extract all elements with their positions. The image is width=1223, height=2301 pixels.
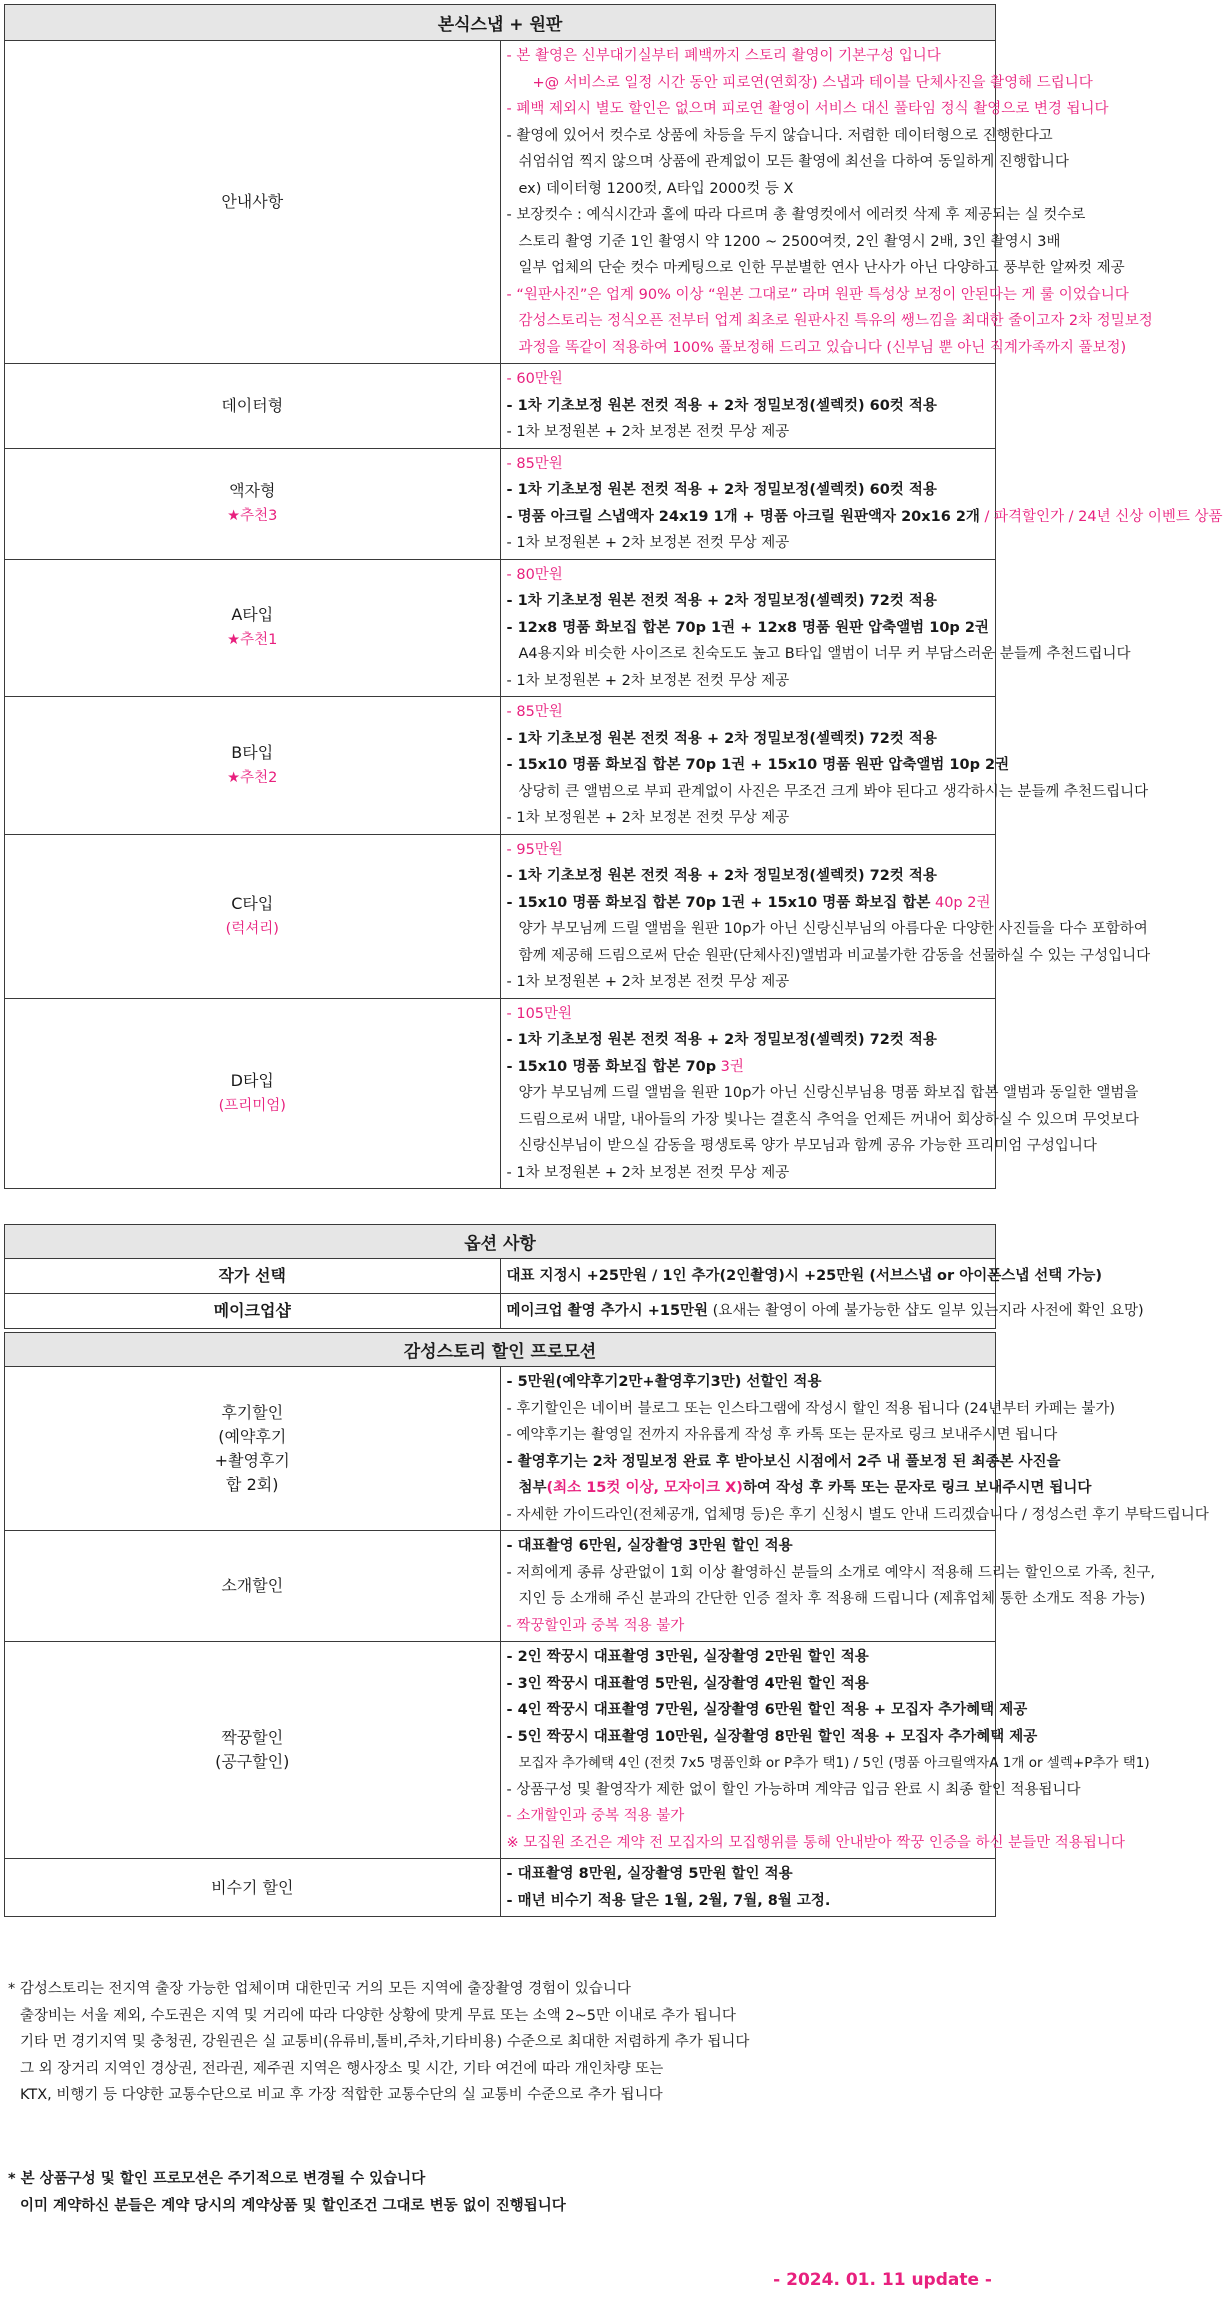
- info-line: [507, 308, 1153, 335]
- product-name: B타입: [231, 742, 274, 762]
- info-line: [507, 1160, 990, 1187]
- info-line: [507, 149, 1069, 176]
- line-text: 지인 등 소개해 주신 분과의 간단한 인증 절차 후 적용해 드립니다 (제휴업체 통한 소개도 적용 가능): [518, 1591, 1146, 1607]
- line-text: 쉬엄쉬엄 찍지 않으며 상품에 관계없이 모든 촬영에 최선을 다하여 동일하게 진행합니다: [518, 154, 1069, 170]
- line-highlight: / 파격할인가 / 24년 신상 이벤트 상품: [979, 508, 1223, 525]
- product-badge: (럭셔리): [225, 920, 279, 937]
- line-text: - 12x8 명품 화보집 합본 70p 1권 + 12x8 명품 원판 압축앨범 10p 2권: [506, 619, 989, 636]
- line-text: - 예약후기는 촬영일 전까지 자유롭게 작성 후 카톡 또는 문자로 링크 보내주시면 됩니다: [506, 1427, 1058, 1443]
- section-title-promo: 감성스토리 할인 프로모션: [5, 1333, 996, 1367]
- info-line: [507, 1586, 1146, 1613]
- note-line: [8, 2082, 992, 2109]
- promotions-table: [4, 1332, 1209, 1917]
- line-text: - 5인 짝꿍시 대표촬영 10만원, 실장촬영 8만원 할인 적용 + 모집자 추가혜택 제공: [506, 1728, 1038, 1745]
- line-text: - 촬영에 있어서 컷수로 상품에 차등을 두지 않습니다. 저렴한 데이터형으로 진행한다고: [506, 127, 1053, 144]
- line-text: 함께 제공해 드림으로써 단순 원판(단체사진)앨범과 비교불가한 감동을 선물하실 수 있는 구성입니다: [518, 947, 1151, 964]
- line-text: ※ 모집원 조건은 계약 전 모집자의 모집행위를 통해 안내받아 짝꿍 인증을 하신 분들만 적용됩니다: [506, 1834, 1125, 1851]
- line-text: 신랑신부님이 받으실 감동을 평생토록 양가 부모님과 함께 공유 가능한 프리미엄 구성입니다: [518, 1138, 1097, 1154]
- line-text: - 상품구성 및 촬영작가 제한 없이 할인 가능하며 계약금 입금 완료 시 최종 할인 적용됩니다: [506, 1781, 1081, 1798]
- promo-details: [500, 1859, 996, 1917]
- info-line: [507, 726, 990, 753]
- info-line: [507, 530, 990, 557]
- info-line: [507, 1750, 1150, 1777]
- note-text: * 본 상품구성 및 할인 프로모션은 주기적으로 변경될 수 있습니다: [8, 2171, 426, 2187]
- option-name: 메이크업샵: [213, 1301, 291, 1320]
- line-text: - 3인 짝꿍시 대표촬영 5만원, 실장촬영 4만원 할인 적용: [506, 1675, 869, 1692]
- line-text: - 5만원(예약후기2만+촬영후기3만) 선할인 적용: [506, 1374, 822, 1390]
- info-line: [506, 1449, 1061, 1476]
- line-text: - 짝꿍할인과 중복 적용 불가: [506, 1617, 685, 1634]
- note-line: [8, 1976, 992, 2003]
- info-line: [506, 1724, 1038, 1751]
- product-details: [500, 697, 1149, 835]
- note-text: 그 외 장거리 지역인 경상권, 전라권, 제주권 지역은 행사장소 및 시간, 기타 여건에 따라 개인차량 또는: [20, 2060, 664, 2077]
- info-line: [506, 1396, 1116, 1423]
- info-line: [507, 255, 1125, 282]
- info-line: [506, 752, 1010, 779]
- line-text: - 1차 기초보정 원본 전컷 적용 + 2차 정밀보정(셀렉컷) 72컷 적용: [506, 593, 937, 609]
- promo-name: 후기할인: [221, 1402, 284, 1422]
- info-line: [507, 699, 990, 726]
- line-text: 모집자 추가혜택 4인 (전컷 7x5 명품인화 or P추가 택1) / 5인 (명품 아크릴액자A 1개 or 셀렉+P추가 택1): [518, 1755, 1150, 1771]
- line-text: - 1차 기초보정 원본 전컷 적용 + 2차 정밀보정(셀렉컷) 60컷 적용: [506, 482, 937, 498]
- promo-details: [500, 1367, 1209, 1531]
- product-name: D타입: [230, 1070, 274, 1090]
- info-line: [506, 1830, 1125, 1857]
- line-text: 첨부: [518, 1480, 547, 1496]
- info-line: [507, 366, 990, 393]
- line-text: - 1차 보정원본 + 2차 보정본 전컷 무상 제공: [506, 672, 790, 689]
- info-line: [507, 1369, 990, 1396]
- line-text: - “원판사진”은 업계 90% 이상 “원본 그대로” 라며 원판 특성상 보정이 안된다는 게 룰 이었습니다: [506, 286, 1129, 303]
- promo-details: [500, 1531, 1155, 1642]
- line-text: - 보장컷수 : 예식시간과 홀에 따라 다르며 총 촬영컷에서 에러컷 삭제 후 제공되는 실 컷수로: [506, 207, 1086, 223]
- line-text: - 15x10 명품 화보집 합본 70p 1권 + 15x10 명품 원판 압축앨범 10p 2권: [506, 757, 1010, 773]
- info-line: [507, 943, 1151, 970]
- info-line: [507, 1803, 990, 1830]
- note-text: * 감성스토리는 전지역 출장 가능한 업체이며 대한민국 거의 모든 지역에 출장촬영 경험이 있습니다: [8, 1981, 631, 1997]
- line-text: - 95만원: [506, 841, 563, 858]
- line-text: - 1차 기초보정 원본 전컷 적용 + 2차 정밀보정(셀렉컷) 72컷 적용: [506, 1032, 937, 1048]
- note-text: 기타 먼 경기지역 및 충청권, 강원권은 실 교통비(유류비,톨비,주차,기타비용) 수준으로 최대한 저렴하게 추가 됩니다: [20, 2034, 750, 2050]
- note-text: 출장비는 서울 제외, 수도권은 지역 및 거리에 따라 다양한 상황에 맞게 무료 또는 소액 2~5만 이내로 추가 됩니다: [20, 2007, 736, 2024]
- promo-label: [5, 1367, 501, 1531]
- product-label: [5, 448, 501, 559]
- product-details: [500, 448, 1223, 559]
- note-line: [8, 2029, 992, 2056]
- info-line: [507, 1888, 990, 1915]
- line-text: 양가 부모님께 드릴 앨범을 원판 10p가 아닌 신랑신부님의 아름다운 다양한 사진들을 다수 포함하여: [518, 921, 1148, 937]
- line-text: ex) 데이터형 1200컷, A타입 2000컷 등 X: [518, 180, 794, 197]
- info-line: [507, 615, 990, 642]
- info-line: [507, 837, 990, 864]
- line-text-cont: 하여 작성 후 카톡 또는 문자로 링크 보내주시면 됩니다: [742, 1480, 1092, 1496]
- section-title-main: 본식스냅 + 원판: [5, 5, 996, 41]
- line-text: 과정을 똑같이 적용하여 100% 풀보정해 드리고 있습니다 (신부님 뿐 아닌 직계가족까지 풀보정): [518, 339, 1127, 356]
- product-badge: ★추천1: [227, 632, 278, 649]
- option-note: (요새는 촬영이 아예 불가능한 샵도 일부 있는지라 사전에 확인 요망): [708, 1302, 1144, 1319]
- promo-name: 짝꿍할인: [221, 1728, 284, 1747]
- info-line: [507, 1001, 990, 1028]
- info-line: [507, 805, 990, 832]
- info-line: [507, 176, 990, 203]
- option-details: [500, 1259, 1102, 1294]
- line-text: - 본 촬영은 신부대기실부터 폐백까지 스토리 촬영이 기본구성 입니다: [506, 48, 941, 64]
- change-notes: [8, 2166, 992, 2219]
- info-line: [506, 1422, 1058, 1449]
- line-text: - 후기할인은 네이버 블로그 또는 인스타그램에 작성시 할인 적용 됩니다 (24년부터 카페는 불가): [506, 1400, 1116, 1417]
- info-line: [506, 504, 1223, 531]
- line-text: - 60만원: [506, 371, 563, 387]
- line-text: - 2인 짝꿍시 대표촬영 3만원, 실장촬영 2만원 할인 적용: [506, 1649, 869, 1665]
- line-text: - 1차 보정원본 + 2차 보정본 전컷 무상 제공: [506, 424, 790, 440]
- info-line: [507, 1671, 990, 1698]
- line-text: - 폐백 제외시 별도 할인은 없으며 피로연 촬영이 서비스 대신 풀타임 정식 촬영으로 변경 됩니다: [506, 101, 1109, 117]
- travel-notes: [8, 1976, 992, 2109]
- line-text: - 85만원: [506, 704, 563, 720]
- line-text: - 105만원: [506, 1005, 573, 1022]
- info-line: [507, 863, 990, 890]
- product-label: [5, 834, 501, 998]
- info-line: [506, 1777, 1081, 1804]
- line-highlight: 3권: [716, 1058, 744, 1075]
- info-line: [507, 419, 990, 446]
- option-label: [5, 1294, 501, 1329]
- line-text: - 대표촬영 8만원, 실장촬영 5만원 할인 적용: [506, 1866, 793, 1882]
- options-table: [4, 1224, 1144, 1329]
- info-line: [506, 282, 1129, 309]
- note-line: [8, 2166, 992, 2193]
- promo-name: (공구할인): [215, 1752, 290, 1771]
- info-line: [507, 1613, 990, 1640]
- line-highlight: (최소 15컷 이상, 모자이크 X): [546, 1480, 743, 1496]
- option-text: 메이크업 촬영 추가시 +15만원: [506, 1302, 709, 1319]
- promo-label: [5, 1642, 501, 1859]
- info-line: [507, 1133, 1097, 1160]
- line-text: - 매년 비수기 적용 달은 1월, 2월, 7월, 8월 고정.: [506, 1892, 831, 1909]
- info-line: [507, 1475, 1092, 1502]
- line-text: 상당히 큰 앨범으로 부피 관계없이 사진은 무조건 크게 봐야 된다고 생각하시는 분들께 추천드립니다: [518, 783, 1149, 800]
- line-text: - 80만원: [506, 566, 563, 583]
- promo-label: [5, 1859, 501, 1917]
- line-text: - 저희에게 종류 상관없이 1회 이상 촬영하신 분들의 소개로 예약시 적용해 드리는 할인으로 가족, 친구,: [506, 1564, 1155, 1581]
- line-text: - 1차 보정원본 + 2차 보정본 전컷 무상 제공: [506, 810, 790, 826]
- promo-name: 소개할인: [221, 1576, 284, 1595]
- info-line: [507, 335, 1127, 362]
- info-line: [506, 1560, 1155, 1587]
- promo-name: +촬영후기: [214, 1450, 290, 1470]
- promo-name: (예약후기: [218, 1426, 287, 1446]
- info-line: [507, 641, 1131, 668]
- line-text: A4용지와 비슷한 사이즈로 친숙도도 높고 B타입 앨범이 너무 커 부담스러운 분들께 추천드립니다: [518, 646, 1131, 662]
- line-text: - 1차 보정원본 + 2차 보정본 전컷 무상 제공: [506, 974, 790, 990]
- line-text: 감성스토리는 정식오픈 전부터 업계 최초로 원판사진 특유의 쌩느낌을 최대한 줄이고자 2차 정밀보정: [518, 313, 1153, 329]
- product-details: [500, 559, 1131, 697]
- info-line: [507, 451, 990, 478]
- line-text: - 1차 기초보정 원본 전컷 적용 + 2차 정밀보정(셀렉컷) 72컷 적용: [506, 868, 937, 884]
- info-line: [507, 1027, 990, 1054]
- promo-label: [5, 1531, 501, 1642]
- line-text: - 85만원: [506, 455, 563, 472]
- info-line: [507, 668, 990, 695]
- product-label: [5, 998, 501, 1189]
- info-line: [507, 916, 1148, 943]
- promo-details: [500, 1642, 1150, 1859]
- section-title-options: 옵션 사항: [5, 1225, 996, 1259]
- info-line: [507, 969, 990, 996]
- product-name: C타입: [231, 893, 274, 913]
- line-highlight: 40p 2권: [930, 894, 991, 911]
- option-details: [500, 1294, 1144, 1329]
- guide-body: [500, 41, 1153, 364]
- product-details: [500, 364, 996, 449]
- promo-name: 비수기 할인: [211, 1877, 294, 1897]
- info-line: [507, 779, 1149, 806]
- option-text: 대표 지정시 +25만원 / 1인 추가(2인촬영)시 +25만원 (서브스냅 or 아이폰스냅 선택 가능): [506, 1267, 1102, 1284]
- line-text: - 자세한 가이드라인(전체공개, 업체명 등)은 후기 신청시 별도 안내 드리겠습니다 / 정성스런 후기 부탁드립니다: [506, 1506, 1209, 1523]
- option-label: [5, 1259, 501, 1294]
- product-name: A타입: [231, 605, 274, 625]
- product-name: 데이터형: [221, 395, 284, 415]
- line-text: 일부 업체의 단순 컷수 마케팅으로 인한 무분별한 연사 난사가 아닌 다양하고 풍부한 알짜컷 제공: [518, 260, 1125, 276]
- product-label: [5, 364, 501, 449]
- line-text: - 15x10 명품 화보집 합본 70p 1권 + 15x10 명품 화보집 합본: [506, 894, 931, 911]
- guide-label: [5, 41, 501, 364]
- info-line: [507, 393, 990, 420]
- info-line: [507, 562, 990, 589]
- info-line: [507, 588, 990, 615]
- line-text: 양가 부모님께 드릴 앨범을 원판 10p가 아닌 신랑신부님용 명품 화보집 합본 앨범과 동일한 앨범을: [518, 1085, 1139, 1101]
- main-products-table: [4, 4, 1223, 1189]
- note-text: KTX, 비행기 등 다양한 교통수단으로 비교 후 가장 적합한 교통수단의 실 교통비 수준으로 추가 됩니다: [20, 2087, 663, 2103]
- line-text: - 4인 짝꿍시 대표촬영 7만원, 실장촬영 6만원 할인 적용 + 모집자 추가혜택 제공: [506, 1702, 1028, 1718]
- promo-name: 합 2회): [226, 1474, 279, 1494]
- line-text: 드림으로써 내말, 내아들의 가장 빛나는 결혼식 추억을 언제든 꺼내어 회상하실 수 있으며 무엇보다: [518, 1111, 1139, 1128]
- info-line: [507, 477, 990, 504]
- line-text: 스토리 촬영 기준 1인 촬영시 약 1200 ~ 2500여컷, 2인 촬영시 2배, 3인 촬영시 3배: [518, 233, 1061, 250]
- line-text: - 소개할인과 중복 적용 불가: [506, 1808, 685, 1824]
- info-line: [507, 1861, 990, 1888]
- product-badge: ★추천3: [227, 508, 278, 524]
- info-line: [506, 96, 1109, 123]
- line-text: - 1차 기초보정 원본 전컷 적용 + 2차 정밀보정(셀렉컷) 60컷 적용: [506, 397, 937, 414]
- line-text: +@ 서비스로 일정 시간 동안 피로연(연회장) 스냅과 테이블 단체사진을 촬영해 드립니다: [532, 74, 1093, 91]
- info-line: [506, 123, 1053, 150]
- product-label: [5, 697, 501, 835]
- note-line: [8, 2003, 992, 2030]
- info-line: [507, 1644, 990, 1671]
- update-date: - 2024. 01. 11 update -: [773, 2270, 992, 2290]
- product-name: 액자형: [229, 481, 276, 500]
- info-line: [507, 43, 990, 70]
- info-line: [507, 890, 990, 917]
- line-text: - 대표촬영 6만원, 실장촬영 3만원 할인 적용: [506, 1538, 793, 1554]
- line-text: - 1차 보정원본 + 2차 보정본 전컷 무상 제공: [506, 535, 790, 551]
- info-line: [507, 1107, 1139, 1134]
- info-line: [507, 1533, 990, 1560]
- guide-label-text: 안내사항: [221, 192, 284, 211]
- note-line: [8, 2056, 992, 2083]
- info-line: [507, 70, 1093, 97]
- note-text: 이미 계약하신 분들은 계약 당시의 계약상품 및 할인조건 그대로 변동 없이 진행됩니다: [20, 2197, 566, 2214]
- note-line: [8, 2193, 992, 2220]
- line-text: - 15x10 명품 화보집 합본 70p: [506, 1058, 717, 1075]
- info-line: [507, 229, 1061, 256]
- option-name: 작가 선택: [218, 1266, 286, 1285]
- info-line: [506, 202, 1086, 229]
- line-text: - 1차 기초보정 원본 전컷 적용 + 2차 정밀보정(셀렉컷) 72컷 적용: [506, 730, 937, 747]
- product-badge: (프리미엄): [218, 1097, 286, 1114]
- line-text: - 촬영후기는 2차 정밀보정 완료 후 받아보신 시점에서 2주 내 풀보정 된 최종본 사진을: [506, 1453, 1061, 1470]
- product-badge: ★추천2: [227, 769, 278, 786]
- info-line: [506, 1697, 1028, 1724]
- product-label: [5, 559, 501, 697]
- info-line: [507, 1054, 990, 1081]
- product-details: [500, 998, 1139, 1189]
- info-line: [506, 1502, 1209, 1529]
- line-text: - 명품 아크릴 스냅액자 24x19 1개 + 명품 아크릴 원판액자 20x16 2개: [506, 508, 980, 525]
- line-text: - 1차 보정원본 + 2차 보정본 전컷 무상 제공: [506, 1164, 790, 1181]
- product-details: [500, 834, 1151, 998]
- info-line: [507, 1080, 1139, 1107]
